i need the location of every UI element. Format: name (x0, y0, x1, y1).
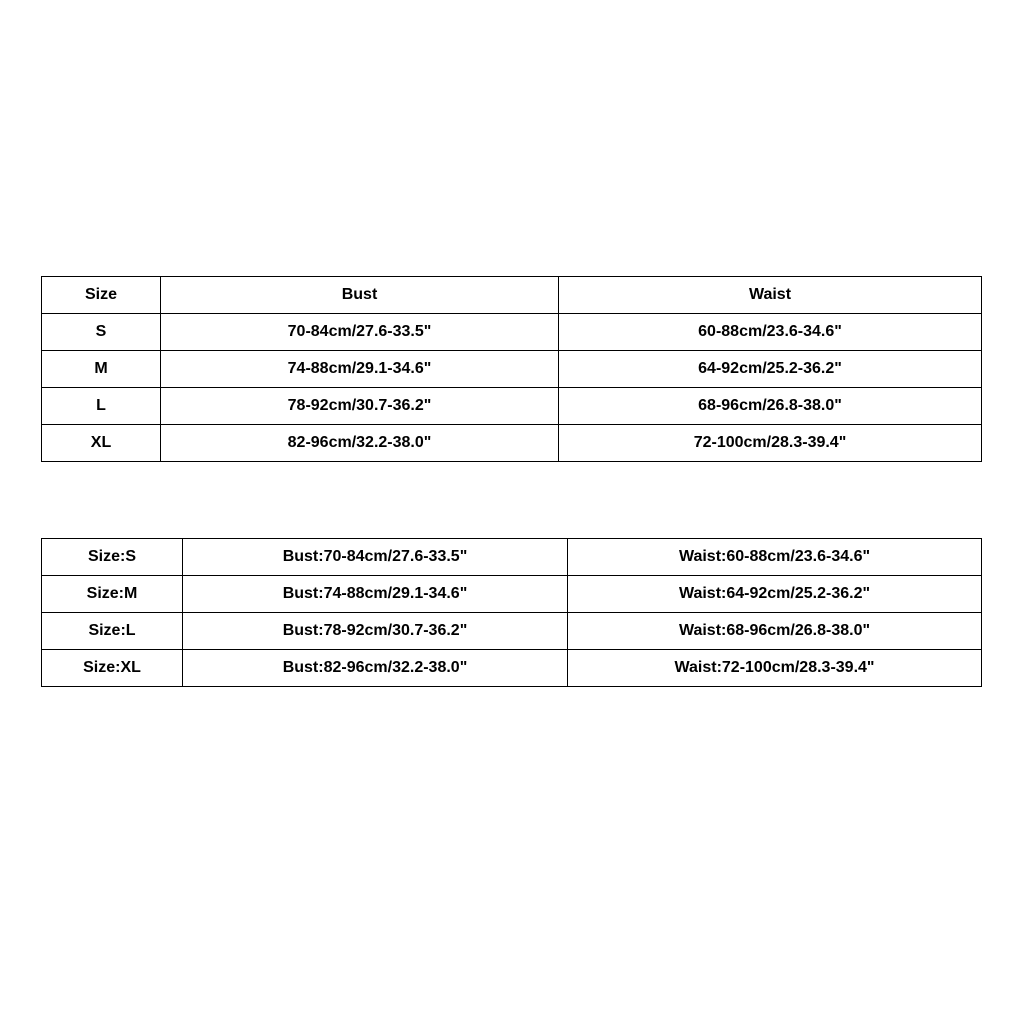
size-cell: Size:M (42, 576, 183, 613)
bust-cell: 74-88cm/29.1-34.6" (161, 351, 559, 388)
waist-cell: 64-92cm/25.2-36.2" (559, 351, 982, 388)
waist-cell: Waist:60-88cm/23.6-34.6" (568, 539, 982, 576)
size-cell: S (42, 314, 161, 351)
size-cell: M (42, 351, 161, 388)
table-row (42, 351, 982, 388)
bust-cell: Bust:78-92cm/30.7-36.2" (183, 613, 568, 650)
size-cell: XL (42, 425, 161, 462)
table-row (42, 576, 982, 613)
table-row (42, 650, 982, 687)
bust-cell: Bust:74-88cm/29.1-34.6" (183, 576, 568, 613)
size-chart-table (41, 276, 982, 462)
bust-cell: Bust:70-84cm/27.6-33.5" (183, 539, 568, 576)
table-row (42, 613, 982, 650)
size-cell: Size:S (42, 539, 183, 576)
table-header-row (42, 277, 982, 314)
labeled-size-chart-table (41, 538, 982, 687)
waist-cell: 68-96cm/26.8-38.0" (559, 388, 982, 425)
header-bust: Bust (161, 277, 559, 314)
size-cell: Size:L (42, 613, 183, 650)
header-size: Size (42, 277, 161, 314)
table-row (42, 314, 982, 351)
waist-cell: 60-88cm/23.6-34.6" (559, 314, 982, 351)
bust-cell: Bust:82-96cm/32.2-38.0" (183, 650, 568, 687)
table-row (42, 539, 982, 576)
waist-cell: 72-100cm/28.3-39.4" (559, 425, 982, 462)
table-row (42, 425, 982, 462)
bust-cell: 78-92cm/30.7-36.2" (161, 388, 559, 425)
bust-cell: 82-96cm/32.2-38.0" (161, 425, 559, 462)
waist-cell: Waist:68-96cm/26.8-38.0" (568, 613, 982, 650)
waist-cell: Waist:64-92cm/25.2-36.2" (568, 576, 982, 613)
size-cell: L (42, 388, 161, 425)
size-cell: Size:XL (42, 650, 183, 687)
bust-cell: 70-84cm/27.6-33.5" (161, 314, 559, 351)
waist-cell: Waist:72-100cm/28.3-39.4" (568, 650, 982, 687)
table-row (42, 388, 982, 425)
header-waist: Waist (559, 277, 982, 314)
